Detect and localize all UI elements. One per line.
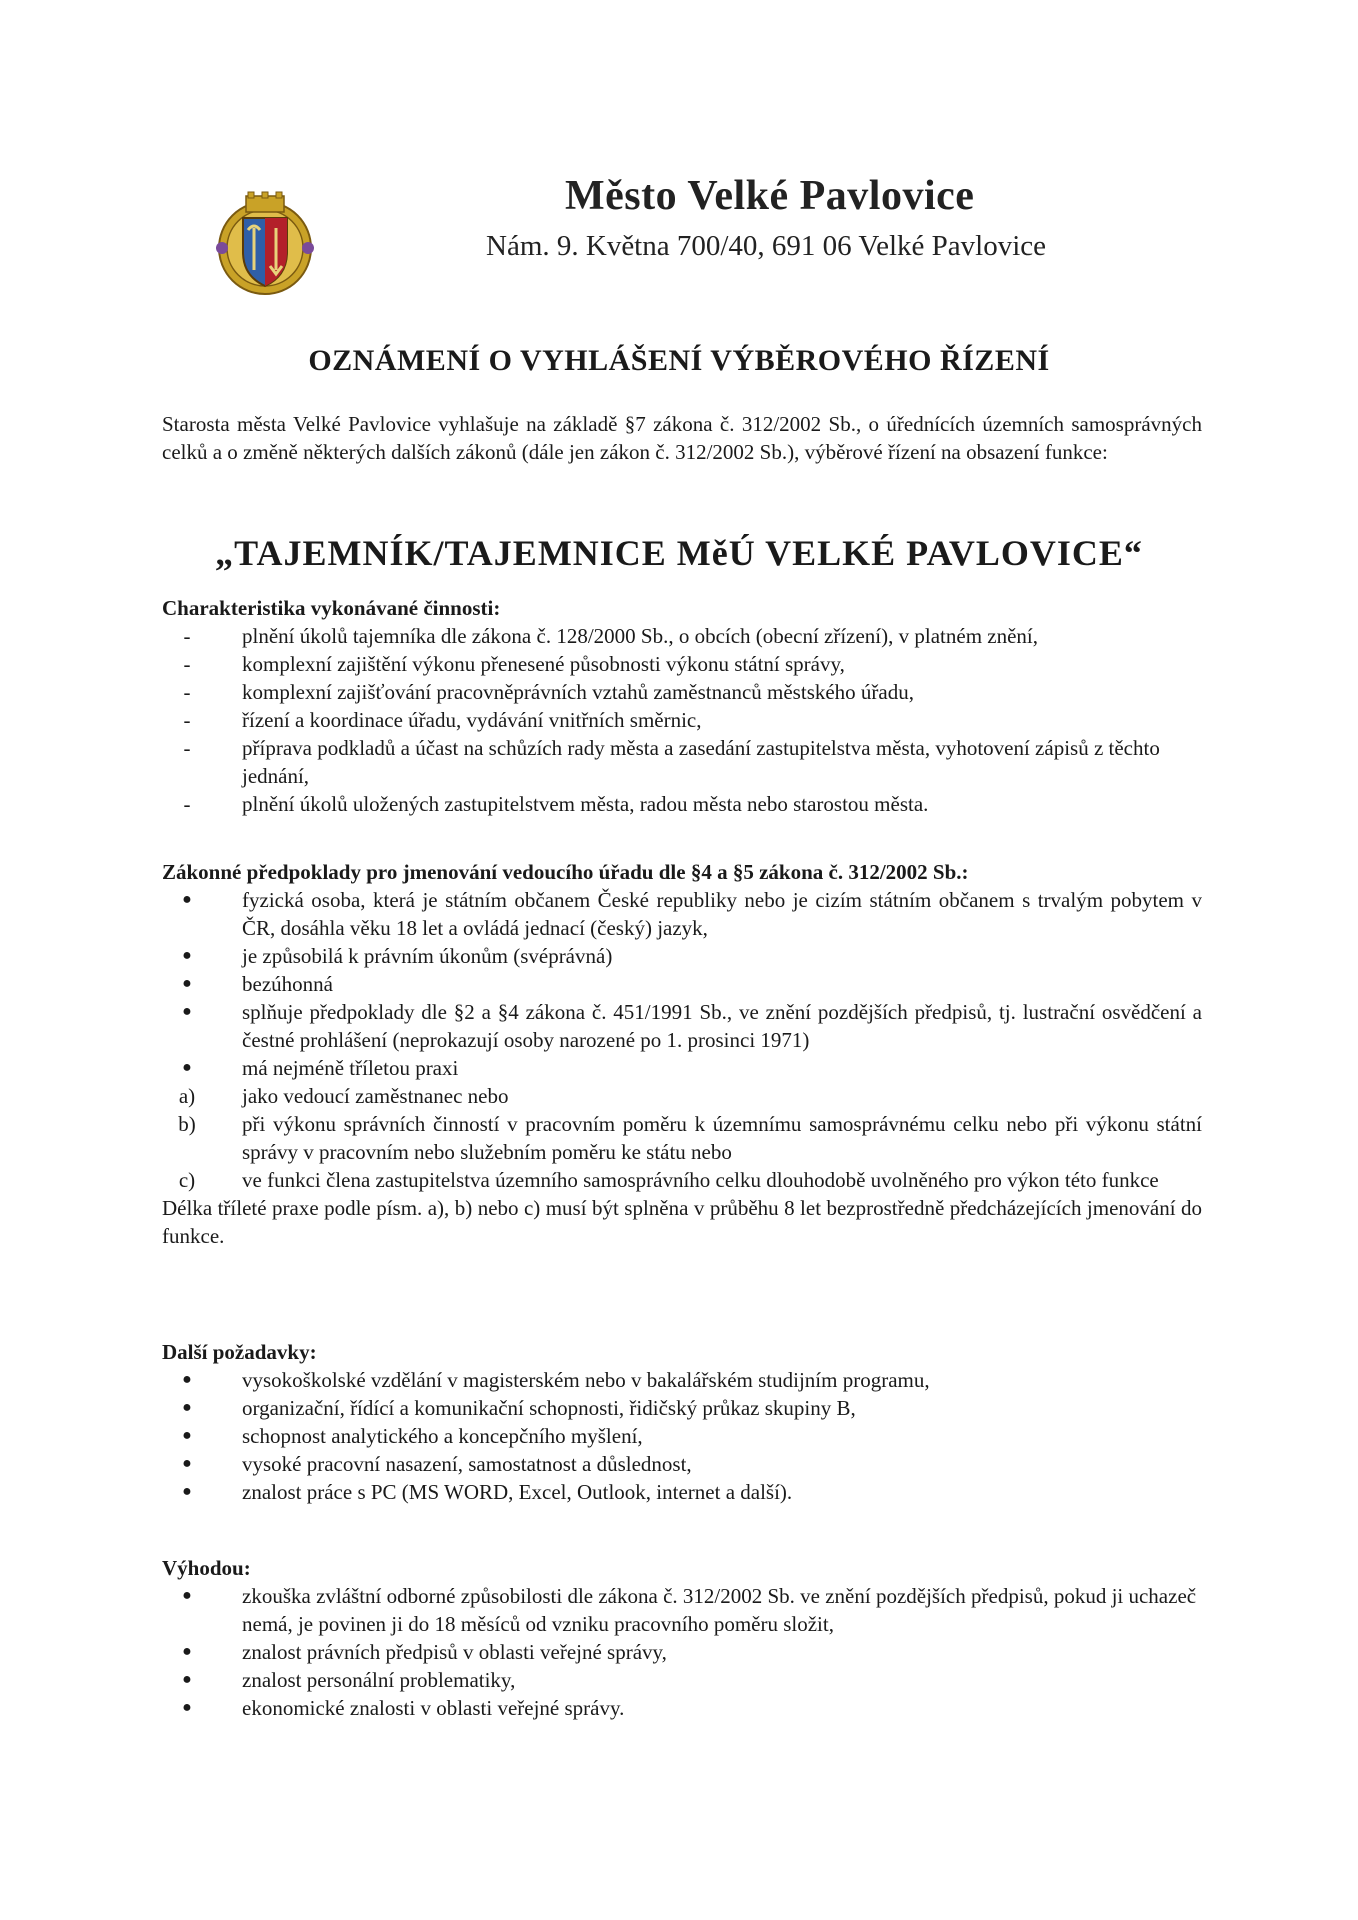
section-heading: Charakteristika vykonávané činnosti:	[162, 596, 501, 620]
bullet-marker: ●	[182, 1399, 192, 1416]
bullet-marker: ●	[182, 891, 192, 908]
dash-marker: -	[183, 652, 191, 676]
list-item: ● znalost právních předpisů v oblasti veřejné správy,	[162, 1638, 1202, 1666]
bullet-marker: ●	[182, 1455, 192, 1472]
list-item: ● splňuje předpoklady dle §2 a §4 zákona č. 451/1991 Sb., ve znění pozdějších předpisů, tj. lustrační osvědčení a čestné prohlášení (neprokazují osoby narozené po 1. prosinci 1971)	[162, 998, 1202, 1054]
bullet-marker: ●	[182, 975, 192, 992]
section-dalsi-pozadavky	[162, 1338, 1202, 1506]
dash-marker: -	[183, 680, 191, 704]
list-item: ● ekonomické znalosti v oblasti veřejné správy.	[162, 1694, 1202, 1722]
section-heading: Zákonné předpoklady pro jmenování vedoucího úřadu dle §4 a §5 zákona č. 312/2002 Sb.:	[162, 860, 969, 884]
list-item: - příprava podkladů a účast na schůzích rady města a zasedání zastupitelstva města, vyhotovení zápisů z těchto jednání,	[162, 734, 1202, 790]
position-title: „TAJEMNÍK/TAJEMNICE MěÚ VELKÉ PAVLOVICE“	[215, 533, 1143, 573]
letter-marker: a)	[178, 1084, 196, 1108]
dash-marker: -	[183, 624, 191, 648]
letter-marker: b)	[178, 1112, 196, 1136]
town-address: Nám. 9. Května 700/40, 691 06 Velké Pavlovice	[486, 230, 1047, 262]
bullet-marker: ●	[182, 1427, 192, 1444]
dalsi-list	[162, 1366, 1202, 1506]
list-item: ● znalost práce s PC (MS WORD, Excel, Outlook, internet a další).	[162, 1478, 1202, 1506]
town-crest-icon	[210, 190, 320, 300]
bullet-marker: ●	[182, 1483, 192, 1500]
list-item: ● schopnost analytického a koncepčního myšlení,	[162, 1422, 1202, 1450]
section-heading: Další požadavky:	[162, 1340, 317, 1364]
list-item: ● vysokoškolské vzdělání v magisterském nebo v bakalářském studijním programu,	[162, 1366, 1202, 1394]
bullet-marker: ●	[182, 1003, 192, 1020]
list-item: ● fyzická osoba, která je státním občanem České republiky nebo je cizím státním občanem s trvalým pobytem v ČR, dosáhla věku 18 let a ovládá jednací (český) jazyk,	[162, 886, 1202, 942]
list-item: a) jako vedoucí zaměstnanec nebo	[162, 1082, 1202, 1110]
praxe-note: Délka tříleté praxe podle písm. a), b) nebo c) musí být splněna v průběhu 8 let bezprostředně předcházejících jmenování do funkce.	[162, 1196, 1202, 1248]
section-heading: Výhodou:	[162, 1556, 251, 1580]
list-item: b) při výkonu správních činností v pracovním poměru k územnímu samosprávnému celku nebo při výkonu státní správy v pracovním nebo služebním poměru ke státu nebo	[162, 1110, 1202, 1166]
list-item: ● organizační, řídící a komunikační schopnosti, řidičský průkaz skupiny B,	[162, 1394, 1202, 1422]
list-item: - plnění úkolů tajemníka dle zákona č. 128/2000 Sb., o obcích (obecní zřízení), v platném znění,	[162, 622, 1202, 650]
town-name: Město Velké Pavlovice	[565, 173, 975, 219]
bullet-marker: ●	[182, 1643, 192, 1660]
list-item: ● zkouška zvláštní odborné způsobilosti dle zákona č. 312/2002 Sb. ve znění pozdějších předpisů, pokud ji uchazeč nemá, je povinen ji do 18 měsíců od vzniku pracovního poměru složit,	[162, 1582, 1202, 1638]
list-item: - plnění úkolů uložených zastupitelstvem města, radou města nebo starostou města.	[162, 790, 1202, 818]
vyhodou-list	[162, 1582, 1202, 1722]
list-item: - komplexní zajišťování pracovněprávních vztahů zaměstnanců městského úřadu,	[162, 678, 1202, 706]
intro-paragraph: Starosta města Velké Pavlovice vyhlašuje na základě §7 zákona č. 312/2002 Sb., o úřednících územních samosprávných celků a o změně některých dalších zákonů (dále jen zákon č. 312/2002 Sb.), výběrové řízení na obsazení funkce:	[162, 412, 1202, 464]
document-title: OZNÁMENÍ O VYHLÁŠENÍ VÝBĚROVÉHO ŘÍZENÍ	[308, 344, 1050, 377]
letter-marker: c)	[178, 1168, 196, 1192]
bullet-marker: ●	[182, 947, 192, 964]
list-item: c) ve funkci člena zastupitelstva územního samosprávního celku dlouhodobě uvolněného pro výkon této funkce	[162, 1166, 1202, 1194]
bullet-marker: ●	[182, 1059, 192, 1076]
section-vyhodou	[162, 1554, 1202, 1722]
list-item: ● je způsobilá k právním úkonům (svéprávná)	[162, 942, 1202, 970]
list-item: ● vysoké pracovní nasazení, samostatnost a důslednost,	[162, 1450, 1202, 1478]
list-item: ● znalost personální problematiky,	[162, 1666, 1202, 1694]
list-item: - komplexní zajištění výkonu přenesené působnosti výkonu státní správy,	[162, 650, 1202, 678]
list-item: ● bezúhonná	[162, 970, 1202, 998]
bullet-marker: ●	[182, 1699, 192, 1716]
section-predpoklady	[162, 858, 1202, 1250]
section-charakteristika	[162, 594, 1202, 818]
dash-marker: -	[183, 792, 191, 816]
bullet-marker: ●	[182, 1371, 192, 1388]
list-item: - řízení a koordinace úřadu, vydávání vnitřních směrnic,	[162, 706, 1202, 734]
bullet-marker: ●	[182, 1587, 192, 1604]
bullet-marker: ●	[182, 1671, 192, 1688]
predpoklady-list	[162, 886, 1202, 1194]
dash-marker: -	[183, 708, 191, 732]
list-item: ● má nejméně tříletou praxi	[162, 1054, 1202, 1082]
charakteristika-list	[162, 622, 1202, 818]
dash-marker: -	[183, 736, 191, 760]
